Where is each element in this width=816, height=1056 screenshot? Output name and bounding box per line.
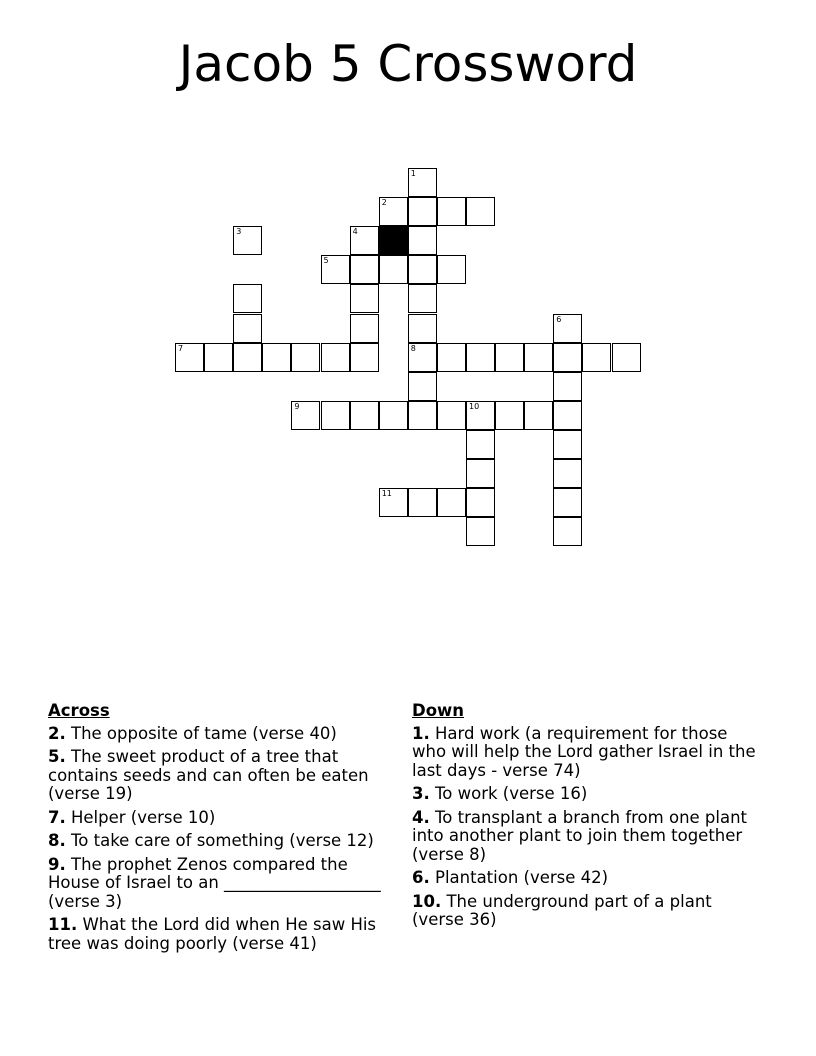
grid-cell[interactable] xyxy=(262,343,291,372)
clue-text: What the Lord did when He saw His tree was doing poorly (verse 41) xyxy=(48,915,377,953)
grid-cell[interactable] xyxy=(233,284,262,313)
clue-text: Helper (verse 10) xyxy=(65,807,216,827)
grid-cell[interactable] xyxy=(321,255,350,284)
grid-cell[interactable] xyxy=(408,168,437,197)
clue-down-6 xyxy=(412,869,757,888)
clue-number: 6. xyxy=(412,868,430,887)
grid-cell-black xyxy=(379,226,408,255)
clue-number: 2. xyxy=(48,723,66,743)
grid-cell[interactable] xyxy=(379,488,408,517)
grid-cell[interactable] xyxy=(466,517,495,546)
grid-cell[interactable] xyxy=(379,401,408,430)
grid-cell[interactable] xyxy=(553,401,582,430)
clue-across-11 xyxy=(48,916,398,953)
grid-cell[interactable] xyxy=(408,314,437,343)
clue-text: Hard work (a requirement for those who will help the Lord gather Israel in the last days - verse 74) xyxy=(412,723,756,780)
clue-text: To take care of something (verse 12) xyxy=(65,831,374,850)
clue-text: Plantation (verse 42) xyxy=(429,868,609,887)
grid-cell[interactable] xyxy=(524,401,553,430)
grid-cell[interactable] xyxy=(408,255,437,284)
clue-number: 11. xyxy=(48,915,78,934)
clue-text: The prophet Zenos compared the House of Israel to an ___________________ (verse 3) xyxy=(48,854,381,911)
grid-cell[interactable] xyxy=(553,430,582,459)
grid-cell[interactable] xyxy=(466,459,495,488)
clue-across-8 xyxy=(48,832,398,851)
grid-cell[interactable] xyxy=(379,255,408,284)
across-clues xyxy=(48,702,398,958)
grid-cell[interactable] xyxy=(350,401,379,430)
grid-cell[interactable] xyxy=(350,343,379,372)
clue-down-1 xyxy=(412,725,757,781)
cell-number: 8 xyxy=(410,343,416,353)
clue-down-3 xyxy=(412,785,757,804)
clue-down-10 xyxy=(412,893,757,930)
cell-number: 10 xyxy=(469,401,480,411)
grid-cell[interactable] xyxy=(321,343,350,372)
grid-cell[interactable] xyxy=(408,343,437,372)
grid-cell[interactable] xyxy=(553,314,582,343)
grid-cell[interactable] xyxy=(437,488,466,517)
grid-cell[interactable] xyxy=(466,197,495,226)
grid-cell[interactable] xyxy=(553,517,582,546)
grid-cell[interactable] xyxy=(350,284,379,313)
down-heading: Down xyxy=(412,701,465,720)
grid-cell[interactable] xyxy=(437,255,466,284)
clue-number: 1. xyxy=(412,723,430,743)
clue-text: To transplant a branch from one plant into another plant to join them together (verse 8) xyxy=(412,807,748,864)
grid-cell[interactable] xyxy=(408,197,437,226)
clue-across-7 xyxy=(48,809,398,828)
grid-cell[interactable] xyxy=(321,401,350,430)
grid-cell[interactable] xyxy=(408,284,437,313)
grid-cell[interactable] xyxy=(495,343,524,372)
grid-cell[interactable] xyxy=(350,255,379,284)
grid-cell[interactable] xyxy=(524,343,553,372)
grid-cell[interactable] xyxy=(291,343,320,372)
cell-number: 7 xyxy=(178,343,184,353)
grid-cell[interactable] xyxy=(350,314,379,343)
clue-number: 8. xyxy=(48,831,66,850)
cell-number: 5 xyxy=(323,256,329,266)
clue-number: 4. xyxy=(412,807,430,827)
grid-cell[interactable] xyxy=(233,226,262,255)
grid-cell[interactable] xyxy=(291,401,320,430)
cell-number: 2 xyxy=(381,198,387,208)
clue-down-4 xyxy=(412,809,757,865)
grid-cell[interactable] xyxy=(379,197,408,226)
grid-cell[interactable] xyxy=(233,343,262,372)
down-clues xyxy=(412,702,757,935)
clue-across-9 xyxy=(48,856,398,912)
clue-across-5 xyxy=(48,748,398,804)
cell-number: 6 xyxy=(556,314,562,324)
grid-cell[interactable] xyxy=(175,343,204,372)
grid-cell[interactable] xyxy=(437,197,466,226)
across-heading: Across xyxy=(48,701,110,720)
clue-text: The underground part of a plant (verse 36) xyxy=(412,891,712,929)
grid-cell[interactable] xyxy=(553,343,582,372)
clue-across-2 xyxy=(48,725,398,744)
grid-cell[interactable] xyxy=(466,401,495,430)
cell-number: 1 xyxy=(410,169,416,178)
grid-cell[interactable] xyxy=(233,314,262,343)
clue-number: 3. xyxy=(412,784,430,803)
clue-text: The opposite of tame (verse 40) xyxy=(65,723,337,743)
cell-number: 9 xyxy=(294,401,300,411)
grid-cell[interactable] xyxy=(466,488,495,517)
grid-cell[interactable] xyxy=(204,343,233,372)
grid-cell[interactable] xyxy=(350,226,379,255)
grid-cell[interactable] xyxy=(437,343,466,372)
clue-text: The sweet product of a tree that contains seeds and can often be eaten (verse 19) xyxy=(48,747,369,803)
clue-number: 5. xyxy=(48,747,66,766)
page-title: Jacob 5 Crossword xyxy=(178,35,638,93)
cell-number: 3 xyxy=(236,227,242,237)
grid-cell[interactable] xyxy=(553,372,582,401)
clue-text: To work (verse 16) xyxy=(429,784,588,803)
grid-cell[interactable] xyxy=(553,459,582,488)
grid-cell[interactable] xyxy=(466,343,495,372)
cell-number: 4 xyxy=(352,227,358,237)
grid-cell[interactable] xyxy=(582,343,611,372)
grid-cell[interactable] xyxy=(408,401,437,430)
clue-number: 7. xyxy=(48,807,66,827)
cell-number: 11 xyxy=(381,489,392,499)
grid-cell[interactable] xyxy=(495,401,524,430)
grid-cell[interactable] xyxy=(408,488,437,517)
grid-cell[interactable] xyxy=(553,488,582,517)
grid-cell[interactable] xyxy=(437,401,466,430)
clue-number: 10. xyxy=(412,891,442,911)
grid-cell[interactable] xyxy=(612,343,641,372)
grid-cell[interactable] xyxy=(466,430,495,459)
clue-number: 9. xyxy=(48,854,66,874)
grid-cell[interactable] xyxy=(408,226,437,255)
grid-cell[interactable] xyxy=(408,372,437,401)
